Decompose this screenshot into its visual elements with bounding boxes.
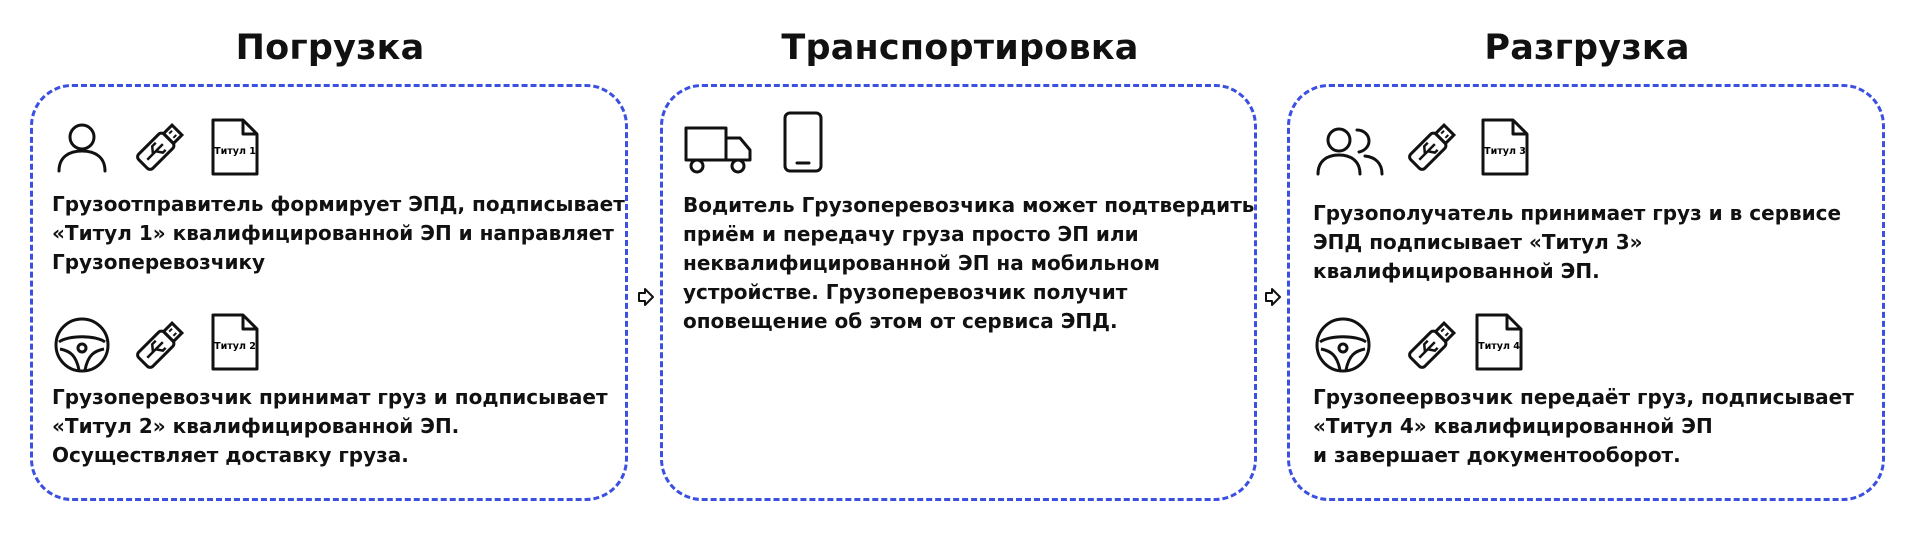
user-icon — [52, 117, 112, 177]
text-line: оповещение об этом от сервиса ЭПД. — [683, 309, 1118, 333]
smartphone-icon — [782, 110, 824, 174]
text-line: Грузоперевозчик принимат груз и подписывает — [52, 385, 608, 409]
stage-title-loading: Погрузка — [235, 28, 425, 68]
loading-step-2-text — [52, 383, 608, 470]
usb-token-icon — [128, 117, 192, 177]
stage-title-unloading: Разгрузка — [1484, 28, 1690, 68]
text-line: неквалифицированной ЭП на мобильном — [683, 251, 1160, 275]
users-icon — [1313, 122, 1387, 178]
transport-step-text — [683, 191, 1254, 336]
text-line: Грузополучатель принимает груз и в сервисе — [1313, 201, 1842, 225]
steering-wheel-icon — [52, 315, 112, 375]
unloading-step-2-text — [1313, 383, 1854, 470]
text-line: Грузоотправитель формирует ЭПД, подписывает — [52, 192, 625, 216]
loading-step-1-text — [52, 190, 625, 277]
document-icon — [210, 117, 260, 177]
text-line: устройстве. Грузоперевозчик получит — [683, 280, 1128, 304]
document-label: Титул 4 — [1478, 341, 1520, 352]
document-icon — [1480, 117, 1530, 177]
flow-arrow-icon — [637, 287, 655, 307]
text-line: квалифицированной ЭП. — [1313, 259, 1600, 283]
flow-arrow-icon — [1264, 287, 1282, 307]
text-line: приём и передачу груза просто ЭП или — [683, 222, 1139, 246]
text-line: «Титул 4» квалифицированной ЭП — [1313, 414, 1713, 438]
steering-wheel-icon — [1313, 315, 1373, 375]
usb-token-icon — [128, 315, 192, 375]
text-line: ЭПД подписывает «Титул 3» — [1313, 230, 1643, 254]
document-label: Титул 2 — [214, 341, 256, 352]
text-line: «Титул 1» квалифицированной ЭП и направляет — [52, 221, 614, 245]
document-icon — [210, 312, 260, 372]
truck-icon — [683, 122, 753, 176]
text-line: Грузоперевозчику — [52, 250, 266, 274]
stage-title-transport: Транспортировка — [781, 28, 1139, 68]
text-line: «Титул 2» квалифицированной ЭП. — [52, 414, 460, 438]
document-label: Титул 3 — [1484, 146, 1526, 157]
unloading-step-1-text — [1313, 199, 1841, 286]
document-icon — [1474, 312, 1524, 372]
text-line: Грузопеервозчик передаёт груз, подписывает — [1313, 385, 1854, 409]
usb-token-icon — [1400, 117, 1464, 177]
usb-token-icon — [1400, 315, 1464, 375]
text-line: Водитель Грузоперевозчика может подтвердить — [683, 193, 1255, 217]
document-label: Титул 1 — [214, 146, 256, 157]
text-line: Осуществляет доставку груза. — [52, 443, 409, 467]
text-line: и завершает документооборот. — [1313, 443, 1681, 467]
